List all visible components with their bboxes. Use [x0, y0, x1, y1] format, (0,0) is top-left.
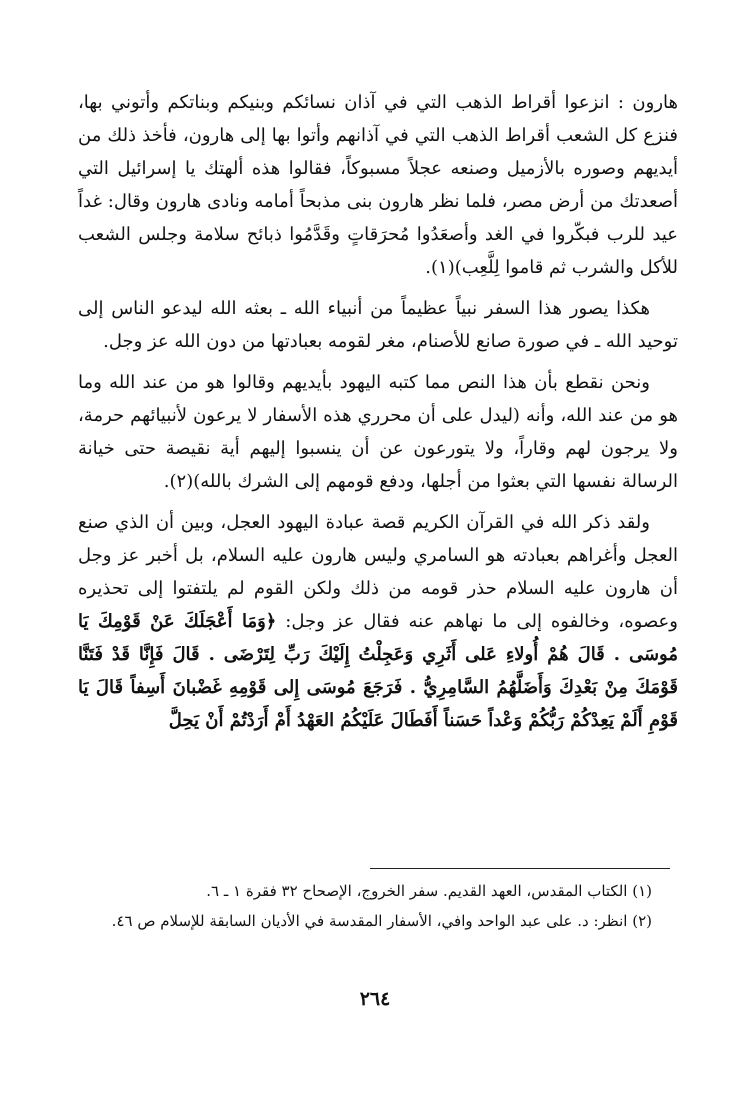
paragraph-4-text: ولقد ذكر الله في القرآن الكريم قصة عبادة اليهود العجل، وبين أن الذي صنع العجل وأغراهم بعبادته هو السامري وليس هارون عليه السلام، بل أخبر عز وجل أن هارون عليه السلام حذر قومه من ذلك ولكن القوم لم يلتفتوا إلى تحذيره وعصوه، وخالفوه إلى ما نهاهم عنه فقال عز وجل: [78, 512, 678, 632]
paragraph-2: هكذا يصور هذا السفر نبياً عظيماً من أنبياء الله ـ بعثه الله ليدعو الناس إلى توحيد الله ـ في صورة صانع للأصنام، مغر لقومه بعبادتها من دون الله عز وجل. [78, 298, 678, 352]
footnote-divider [370, 868, 670, 869]
paragraph-1: هارون : انزعوا أقراط الذهب التي في آذان نسائكم وبنيكم وبناتكم وأتوني بها، فنزع كل الشعب أقراط الذهب التي في آذانهم وأتوا بها إلى هارون، فأخذ ذلك من أيديهم وصوره بالأزميل وصنعه عجلاً مسبوكاً، فقالوا هذه ألهتك يا إسرائيل التي أصعدتك من أرض مصر، فلما نظر هارون بنى مذبحاً أمامه ونادى هارون وقال: غداً عيد للرب فبكّروا في الغد وأصعَدُوا مُحرَقاتٍ وقَدَّمُوا ذبائح سلامة وجلس الشعب للأكل والشرب ثم قاموا لِلَّعِب)(١). [78, 92, 678, 278]
footnote-2: (٢) انظر: د. على عبد الواحد وافي، الأسفار المقدسة في الأديان السابقة للإسلام ص ٤٦. [111, 912, 652, 930]
quran-verse: ﴿وَمَا أَعْجَلَكَ عَنْ قَوْمِكَ يَا مُوسَى . قَالَ هُمْ أُولاءِ عَلى أَثَرِي وَعَجِلْتُ إِلَيْكَ رَبِّ لِتَرْضَى . قَالَ فَإِنَّا قَدْ فَتَنَّا قَوْمَكَ مِنْ بَعْدِكَ وَأَضَلَّهُمُ السَّامِرِيُّ . فَرَجَعَ مُوسَى إِلى قَوْمِهِ غَضْبانَ أَسِفاً قَالَ يَا قَوْمِ أَلَمْ يَعِدْكُمْ رَبُّكُمْ وَعْداً حَسَناً أَفَطَالَ عَلَيْكُمُ العَهْدُ أَمْ أَرَدْتُمْ أَنْ يَحِلَّ [78, 611, 678, 731]
paragraph-4 [78, 506, 678, 737]
paragraph-3: ونحن نقطع بأن هذا النص مما كتبه اليهود بأيديهم وقالوا هو من عند الله وما هو من عند الله، وأنه (ليدل على أن محرري هذه الأسفار لا يرعون لأنبيائهم حرمة، ولا يرجون لهم وقاراً، ولا يتورعون عن أن ينسبوا إليهم أية نقيصة حتى خيانة الرسالة نفسها التي بعثوا من أجلها، ودفع قومهم إلى الشرك بالله)(٢). [78, 372, 678, 492]
footnotes [78, 876, 678, 936]
page-number: ٢٦٤ [359, 988, 391, 1010]
main-text [78, 86, 678, 745]
footnote-1: (١) الكتاب المقدس، العهد القديم. سفر الخروج، الإصحاح ٣٢ فقرة ١ ـ ٦. [206, 882, 652, 900]
